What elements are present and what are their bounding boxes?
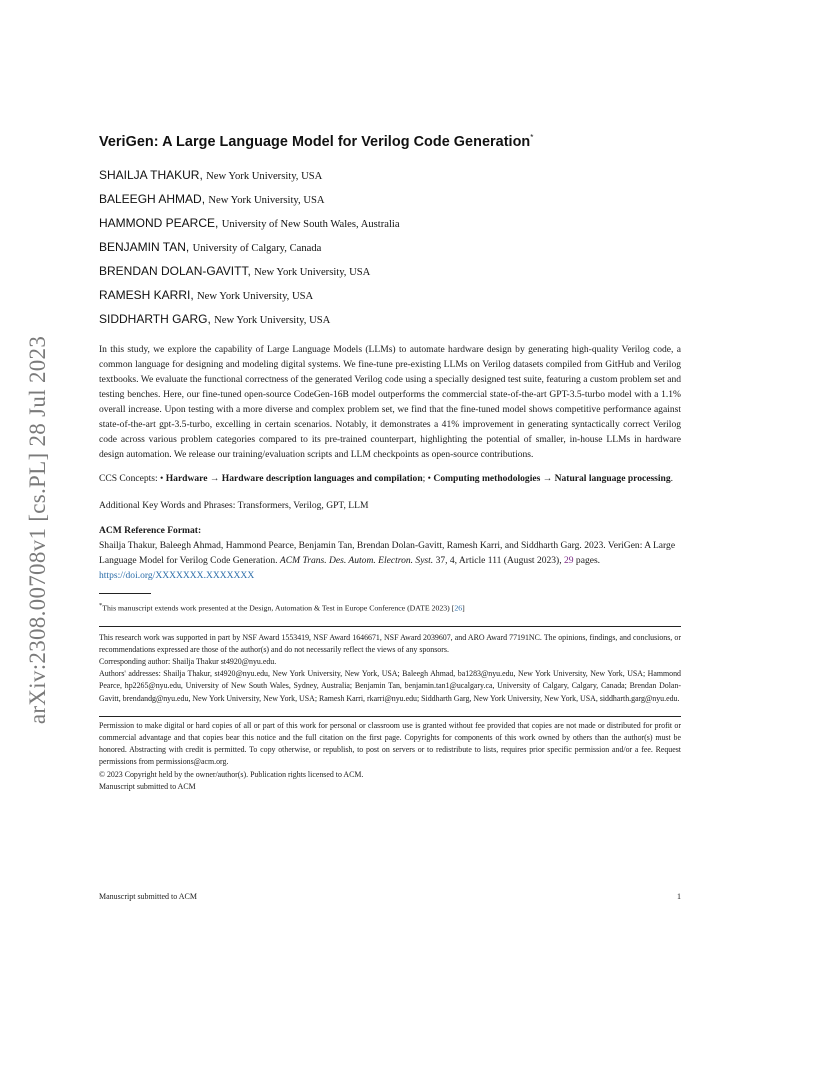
acm-reference-volume: 37, 4, Article 111 (August 2023), <box>433 554 564 566</box>
citation-close: ] <box>462 603 465 613</box>
ccs-label: CCS Concepts: <box>99 472 161 484</box>
author-list <box>99 164 681 332</box>
author-name: SHAILJA THAKUR, <box>99 167 203 182</box>
footnote-rule <box>99 593 151 594</box>
doi-link[interactable]: https://doi.org/XXXXXXX.XXXXXXX <box>99 569 255 581</box>
author-name: BENJAMIN TAN, <box>99 239 190 254</box>
author-2 <box>99 188 681 212</box>
paper-title <box>99 133 681 150</box>
acm-reference-heading: ACM Reference Format: <box>99 524 202 536</box>
permission-notice: Permission to make digital or hard copies of all or part of this work for personal or classroom use is granted without fee provided that copies are not made or distributed for profit or commercial advantage and that copies bear this notice and the full citation on the first page. Copyrights for components of this work owned by others than the author(s) must be honored. Abstracting with credit is permitted. To copy otherwise, or republish, to post on servers or to redistribute to lists, requires prior specific permission and/or a fee. Request permissions from permissions@acm.org. <box>99 720 681 767</box>
corresponding-author: Corresponding author: Shailja Thakur st4920@nyu.edu. <box>99 656 277 666</box>
author-affiliation: University of Calgary, Canada <box>192 242 322 254</box>
page-footer <box>99 892 681 901</box>
acm-reference <box>99 538 681 583</box>
page-number: 1 <box>677 892 681 901</box>
author-name: BALEEGH AHMAD, <box>99 191 206 206</box>
author-addresses: Authors' addresses: Shailja Thakur, st4920@nyu.edu, New York University, New York, USA; Baleegh Ahmad, ba1283@nyu.edu, New York University, New York, USA; Hammond Pearce, hp2265@nyu.edu, University of New South Wales, Sydney, Australia; Benjamin Tan, benjamin.tan1@ucalgary.ca, University of Calgary, Calgary, Canada; Brendan Dolan-Gavitt, brendandg@nyu.edu, New York University, New York, USA; Ramesh Karri, rkarri@nyu.edu; Siddharth Garg, New York University, New York, USA, siddharth.garg@nyu.edu. <box>99 669 681 703</box>
keywords: Additional Key Words and Phrases: Transformers, Verilog, GPT, LLM <box>99 499 369 511</box>
arxiv-identifier-text: arXiv:2308.00708v1 [cs.PL] 28 Jul 2023 <box>25 335 51 725</box>
author-5 <box>99 260 681 284</box>
ccs-bullet: • <box>160 472 166 484</box>
author-affiliation: New York University, USA <box>206 170 323 182</box>
author-affiliation: New York University, USA <box>214 314 331 326</box>
author-name: BRENDAN DOLAN-GAVITT, <box>99 263 251 278</box>
acm-reference-pages: pages. <box>573 554 601 566</box>
footnote-text: This manuscript extends work presented at the Design, Automation & Test in Europe Conference (DATE 2023) <box>102 603 452 613</box>
author-affiliation: New York University, USA <box>254 266 371 278</box>
citation-link[interactable]: 26 <box>454 603 463 613</box>
divider-funding <box>99 626 681 627</box>
title-footnote-mark[interactable]: * <box>530 133 534 142</box>
author-3 <box>99 212 681 236</box>
author-affiliation: University of New South Wales, Australia <box>221 218 400 230</box>
author-4 <box>99 236 681 260</box>
acm-reference-text: Shailja Thakur, Baleegh Ahmad, Hammond Pearce, Benjamin Tan, Brendan Dolan-Gavitt, Ramesh Karri, and Siddharth Garg. 2023. VeriGen: A Large Language Model for Verilog Code Generation. <box>99 539 676 566</box>
author-name: RAMESH KARRI, <box>99 287 194 302</box>
ccs-concepts <box>99 471 681 486</box>
author-6 <box>99 284 681 308</box>
citation-open: [ <box>451 603 455 613</box>
submission-note: Manuscript submitted to ACM <box>99 781 196 791</box>
author-affiliation: New York University, USA <box>197 290 314 302</box>
ccs-end: . <box>670 472 673 484</box>
ccs-item-hardware: Hardware → Hardware description languages and compilation <box>165 472 423 484</box>
author-name: HAMMOND PEARCE, <box>99 215 219 230</box>
paper-first-page <box>99 133 681 793</box>
arxiv-identifier <box>16 300 60 760</box>
author-name: SIDDHARTH GARG, <box>99 311 211 326</box>
footer-text: Manuscript submitted to ACM <box>99 892 197 901</box>
abstract: In this study, we explore the capability of Large Language Models (LLMs) to automate hardware design by generating high-quality Verilog code, a common language for designing and modeling digital systems. We fine-tune pre-existing LLMs on Verilog datasets compiled from GitHub and Verilog textbooks. We evaluate the functional correctness of the generated Verilog code using a specially designed test suite, featuring a custom problem set and testing benches. Here, our fine-tuned open-source CodeGen-16B model outperforms the commercial state-of-the-art GPT-3.5-turbo model with a 1.1% overall increase. Upon testing with a more diverse and complex problem set, we find that the fine-tuned model shows competitive performance against state-of-the-art gpt-3.5-turbo, excelling in certain scenarios. Notably, it demonstrates a 41% improvement in generating syntactically correct Verilog code across various problem categories compared to its pre-trained counterpart, highlighting the potential of smaller, in-house LLMs in hardware design automation. We release our training/evaluation scripts and LLM checkpoints as open-source contributions. <box>99 343 681 461</box>
footnote-mark: * <box>99 601 103 609</box>
ccs-item-computing: Computing methodologies → Natural language processing <box>433 472 671 484</box>
ccs-separator: ; • <box>422 472 434 484</box>
funding-note: This research work was supported in part by NSF Award 1553419, NSF Award 1646671, NSF Award 2039607, and ARO Award 77191NC. The opinions, findings, and conclusions, or recommendations expressed are those of the author(s) and do not necessarily reflect the views of any sponsors. <box>99 632 681 654</box>
journal-name: ACM Trans. Des. Autom. Electron. Syst. <box>279 554 434 566</box>
page-count-link[interactable]: 29 <box>564 554 574 566</box>
divider-permission <box>99 716 681 717</box>
author-7 <box>99 308 681 332</box>
author-affiliation: New York University, USA <box>208 194 325 206</box>
author-1 <box>99 164 681 188</box>
paper-title-text: VeriGen: A Large Language Model for Verilog Code Generation <box>99 133 531 150</box>
copyright-notice: © 2023 Copyright held by the owner/author(s). Publication rights licensed to ACM. <box>99 769 364 779</box>
title-footnote <box>99 600 681 615</box>
